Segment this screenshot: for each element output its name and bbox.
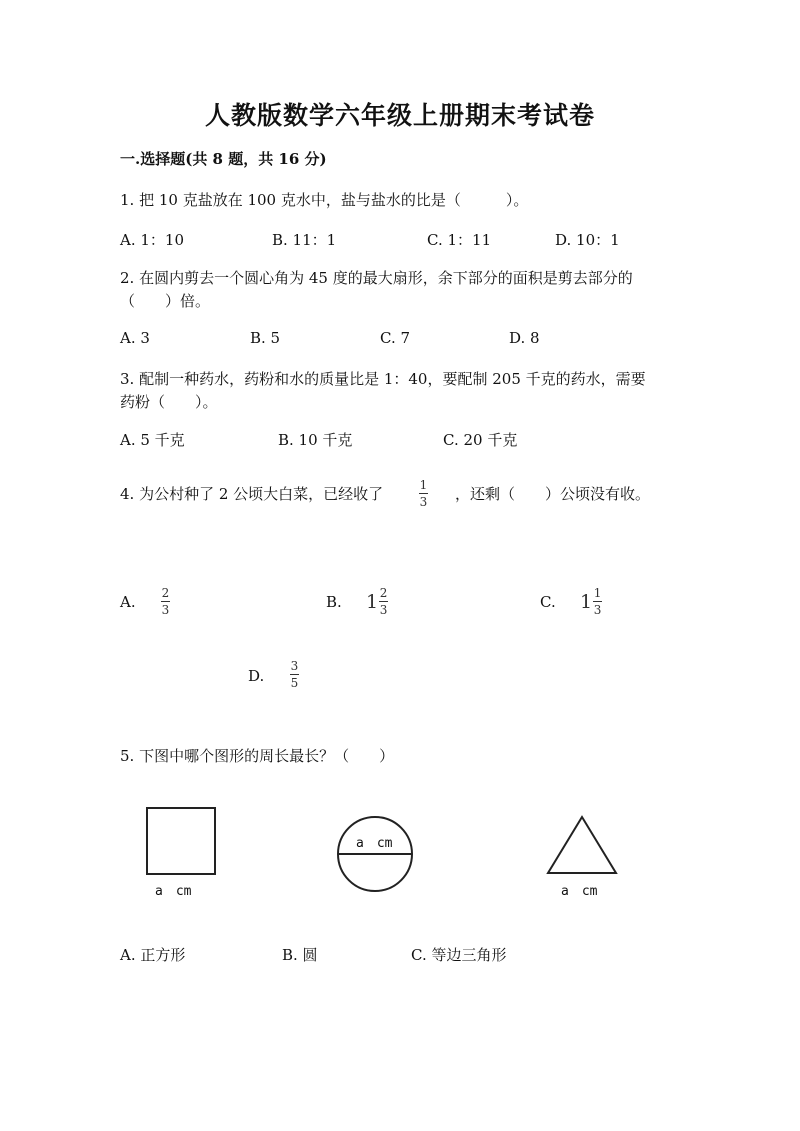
q1-option-c: C. 1：11 xyxy=(427,231,492,249)
triangle-side-label: a cm xyxy=(561,884,598,899)
question-2-line-2: （ ）倍。 xyxy=(120,292,211,310)
fraction-numerator: 1 xyxy=(593,586,602,600)
fraction-numerator: 2 xyxy=(379,586,388,600)
q4-option-a-letter: A. xyxy=(120,593,136,611)
triangle-figure xyxy=(548,817,616,873)
fraction-numerator: 3 xyxy=(290,659,299,673)
fraction-numerator: 2 xyxy=(161,586,170,600)
q5-option-b: B. 圆 xyxy=(282,946,318,964)
q2-option-d: D. 8 xyxy=(509,329,540,347)
q4-option-c-letter: C. xyxy=(540,593,556,611)
circle-diameter-label: a cm xyxy=(356,836,393,851)
q4-option-b-letter: B. xyxy=(326,593,342,611)
page-title: 人教版数学六年级上册期末考试卷 xyxy=(204,101,595,130)
q1-option-d: D. 10：1 xyxy=(555,231,620,249)
q1-option-a: A. 1：10 xyxy=(120,231,184,249)
q3-option-c: C. 20 千克 xyxy=(443,431,518,449)
mixed-whole: 1 xyxy=(580,590,593,613)
question-3-line-1: 3. 配制一种药水，药粉和水的质量比是 1：40，要配制 205 千克的药水，需要 xyxy=(120,370,646,388)
fraction-denominator: 3 xyxy=(419,495,428,509)
fraction-denominator: 3 xyxy=(379,603,388,617)
q5-option-c: C. 等边三角形 xyxy=(411,946,507,964)
question-5: 5. 下图中哪个图形的周长最长？（ ） xyxy=(120,747,395,765)
q2-option-c: C. 7 xyxy=(380,329,411,347)
fraction-denominator: 5 xyxy=(290,676,299,690)
square-side-label: a cm xyxy=(155,884,192,899)
question-2-line-1: 2. 在圆内剪去一个圆心角为 45 度的最大扇形，余下部分的面积是剪去部分的 xyxy=(120,269,633,287)
q5-option-a: A. 正方形 xyxy=(120,946,186,964)
q3-option-a: A. 5 千克 xyxy=(120,431,185,449)
fraction-denominator: 3 xyxy=(161,603,170,617)
square-figure xyxy=(147,808,215,874)
question-4-text-before: 4. 为公村种了 2 公顷大白菜，已经收了 xyxy=(120,485,384,503)
q4-option-d-letter: D. xyxy=(248,667,265,685)
fraction-denominator: 3 xyxy=(593,603,602,617)
q3-option-b: B. 10 千克 xyxy=(278,431,353,449)
question-4-text-after: ，还剩（ ）公顷没有收。 xyxy=(455,485,651,503)
section-heading: 一.选择题(共 8 题，共 16 分) xyxy=(120,150,327,168)
fraction-numerator: 1 xyxy=(419,478,428,492)
q2-option-a: A. 3 xyxy=(120,329,150,347)
question-3-line-2: 药粉（ ）。 xyxy=(120,393,218,411)
q1-option-b: B. 11：1 xyxy=(272,231,337,249)
mixed-whole: 1 xyxy=(366,590,379,613)
question-1: 1. 把 10 克盐放在 100 克水中，盐与盐水的比是（ ）。 xyxy=(120,191,529,209)
q2-option-b: B. 5 xyxy=(250,329,281,347)
